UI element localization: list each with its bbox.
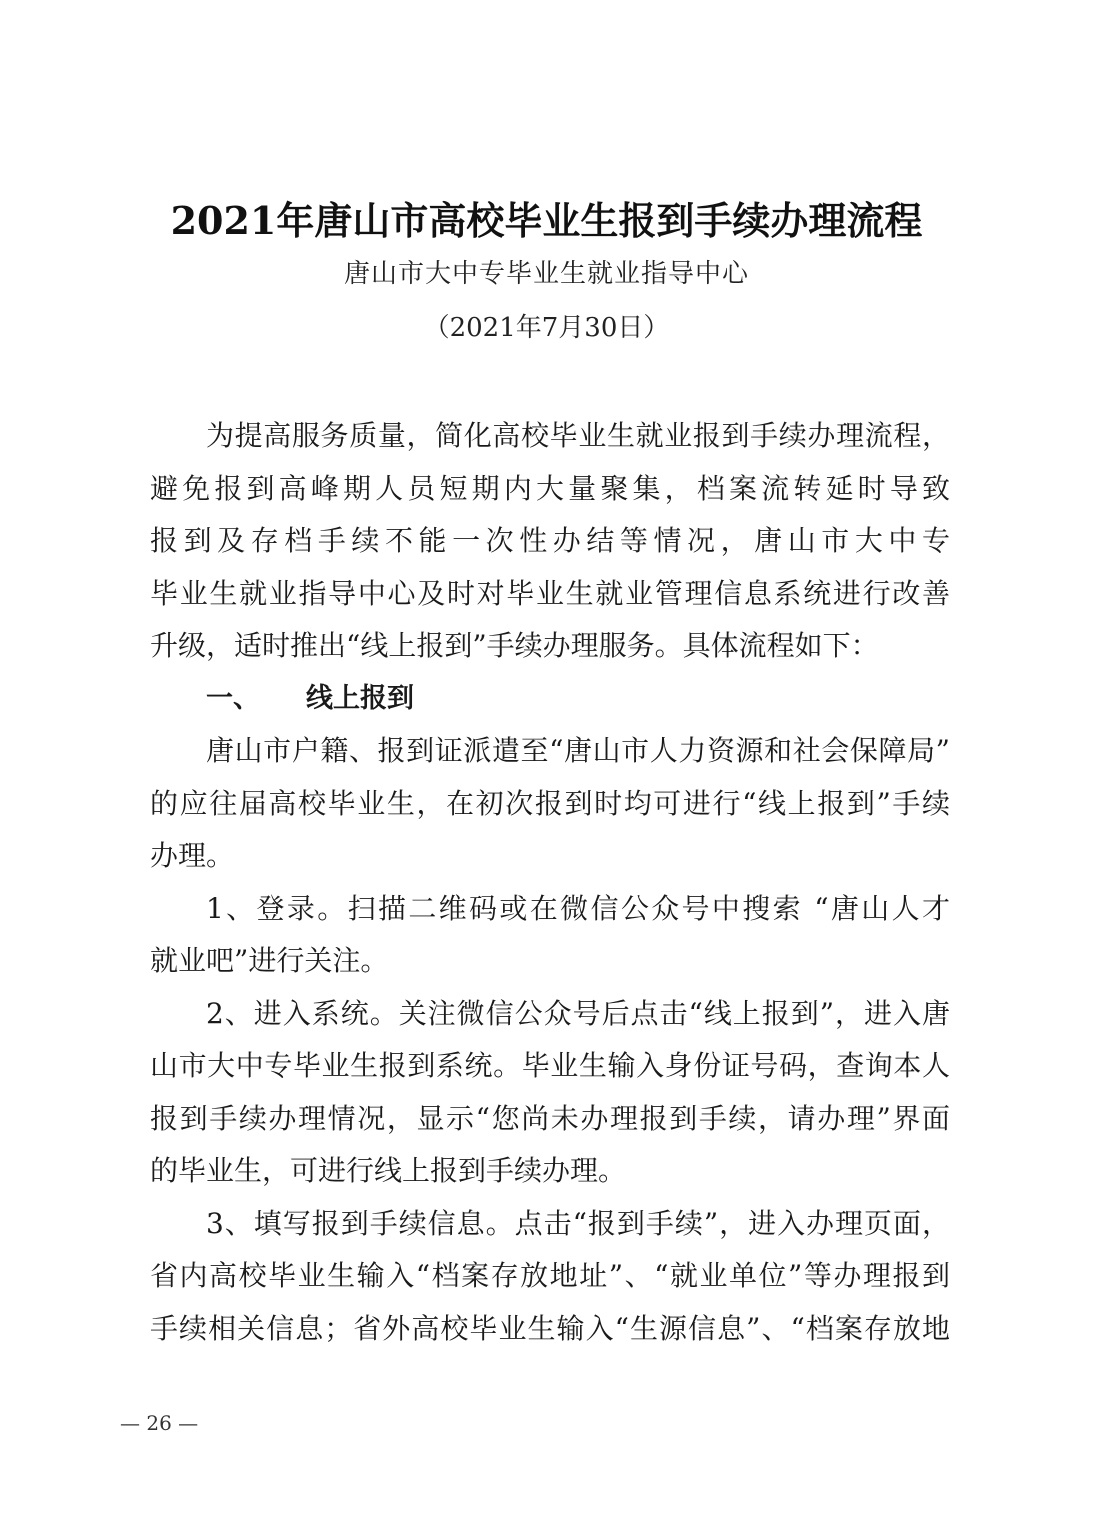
section-number: 一、 — [206, 682, 260, 714]
document-issuer: 唐山市大中专毕业生就业指导中心 — [343, 259, 749, 289]
paragraph-line: 1、登录。扫描二维码或在微信公众号中搜索 “唐山人才 — [206, 891, 950, 925]
paragraph-line: 2、进入系统。关注微信公众号后点击“线上报到”，进入唐 — [206, 996, 950, 1030]
section-heading — [150, 673, 950, 726]
paragraph-line: 唐山市户籍、报到证派遣至“唐山市人力资源和社会保障局” — [206, 734, 950, 767]
paragraph-line: 避免报到高峰期人员短期内大量聚集，档案流转延时导致 — [150, 471, 950, 505]
paragraph-line: 毕业生就业指导中心及时对毕业生就业管理信息系统进行改善 — [150, 576, 950, 610]
paragraph-line: 的毕业生，可进行线上报到手续办理。 — [150, 1154, 627, 1187]
paragraph-line: 3、填写报到手续信息。点击“报到手续”，进入办理页面， — [206, 1206, 950, 1240]
document-date: （2021年7月30日） — [423, 313, 670, 343]
paragraph-line: 报到手续办理情况，显示“您尚未办理报到手续，请办理”界面 — [150, 1101, 950, 1135]
document-body — [150, 410, 950, 1355]
paragraph-line: 省内高校毕业生输入“档案存放地址”、“就业单位”等办理报到 — [150, 1259, 950, 1292]
paragraph-line: 为提高服务质量，简化高校毕业生就业报到手续办理流程， — [206, 419, 950, 452]
paragraph-line: 山市大中专毕业生报到系统。毕业生输入身份证号码，查询本人 — [150, 1049, 950, 1082]
paragraph-line: 就业吧”进行关注。 — [150, 944, 389, 977]
paragraph-line: 手续相关信息；省外高校毕业生输入“生源信息”、“档案存放地 — [150, 1311, 950, 1345]
section-title: 线上报到 — [306, 682, 414, 714]
paragraph-line: 升级，适时推出“线上报到”手续办理服务。具体流程如下： — [150, 629, 879, 662]
document-title: 2021年唐山市高校毕业生报到手续办理流程 — [170, 198, 923, 243]
page-number: — 26 — — [120, 1411, 199, 1435]
paragraph-line: 报到及存档手续不能一次性办结等情况，唐山市大中专 — [150, 524, 950, 557]
paragraph-line: 的应往届高校毕业生，在初次报到时均可进行“线上报到”手续 — [150, 786, 950, 820]
paragraph-line: 办理。 — [150, 839, 235, 872]
